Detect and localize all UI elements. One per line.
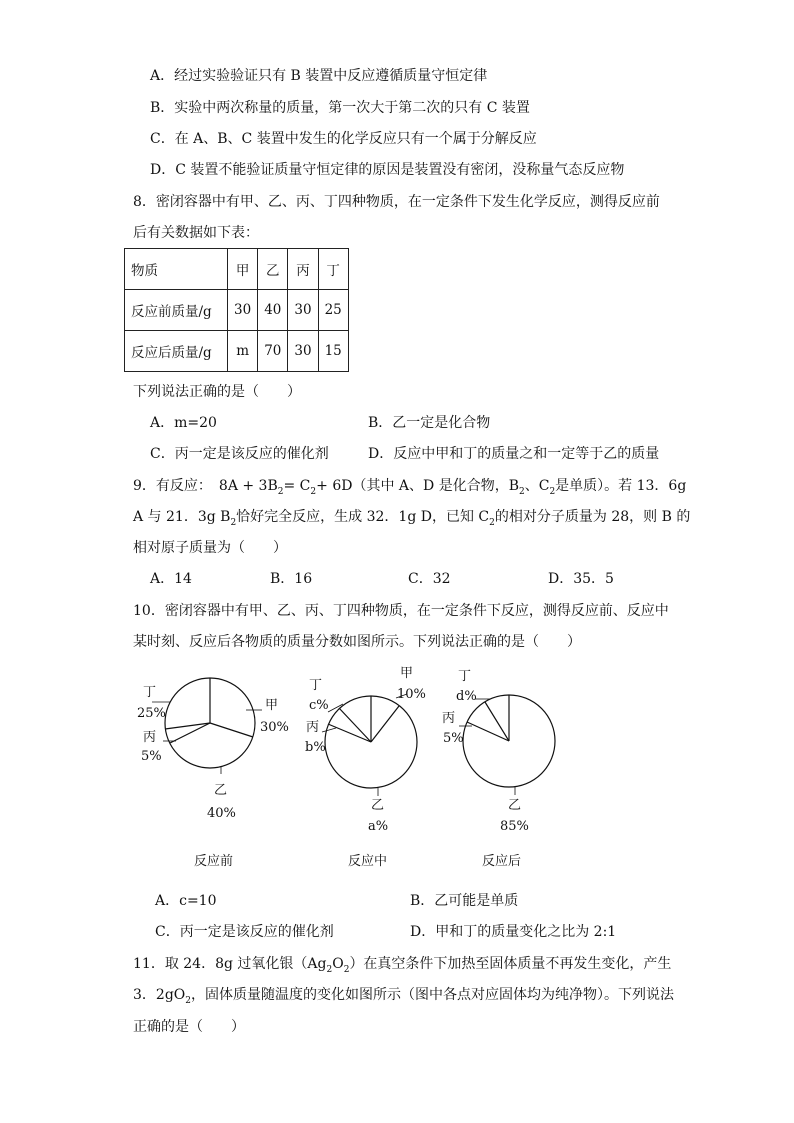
q9-stem-line1 [133, 476, 686, 502]
pie-caption: 反应后 [482, 854, 522, 869]
table-cell: 丙 [288, 249, 318, 290]
pie-label: 甲 [400, 666, 414, 681]
text-run: + 6D（其中 A、D 是化合物，B [316, 478, 519, 494]
table-row [125, 290, 349, 331]
q10-option-b: B．乙可能是单质 [410, 893, 519, 909]
text-run: ，固体质量随温度的变化如图所示（图中各点对应固体均为纯净物）。下列说法 [191, 987, 674, 1003]
pie-label: 40% [207, 806, 236, 821]
pie-label: c% [309, 698, 329, 713]
table-cell: 甲 [228, 249, 258, 290]
q7-option-a: A．经过实验验证只有 B 装置中反应遵循质量守恒定律 [150, 68, 488, 84]
pie-label: a% [368, 819, 389, 834]
q8-option-c: C．丙一定是该反应的催化剂 [150, 446, 329, 462]
q8-stem-line1: 8．密闭容器中有甲、乙、丙、丁四种物质，在一定条件下发生化学反应，测得反应前 [133, 194, 660, 210]
table-cell: 30 [228, 290, 258, 331]
q8-option-b: B．乙一定是化合物 [368, 415, 491, 431]
subscript: 2 [489, 517, 495, 528]
q9-stem-line3: 相对原子质量为（ ） [133, 540, 287, 556]
q10-option-a: A．c=10 [155, 893, 217, 909]
subscript: 2 [230, 517, 237, 528]
table-cell: 乙 [258, 249, 288, 290]
pie-slice-divider [339, 708, 371, 742]
text-run: 的相对分子质量为 28，则 B 的 [494, 509, 691, 525]
subscript: 2 [277, 486, 284, 497]
q10-pie-figures [0, 656, 794, 896]
pie-label: b% [305, 740, 326, 755]
pie-label: 丁 [309, 678, 323, 693]
text-run: ）在真空条件下加热至固体质量不再发生变化，产生 [349, 956, 672, 972]
q10-stem-line2: 某时刻、反应后各物质的质量分数如图所示。下列说法正确的是（ ） [133, 634, 581, 650]
q7-option-d: D．C 装置不能验证质量守恒定律的原因是装置没有密闭，没称量气态反应物 [150, 162, 625, 178]
q11-stem-line3: 正确的是（ ） [133, 1019, 245, 1035]
pie-caption: 反应中 [348, 854, 388, 869]
pie-during [305, 666, 426, 869]
table-cell: 30 [288, 331, 318, 372]
pie-label: 丙 [306, 720, 320, 735]
pie-label: 丙 [143, 730, 157, 745]
subscript: 2 [326, 964, 333, 975]
pie-label: 丁 [458, 669, 472, 684]
table-cell: 物质 [125, 249, 228, 290]
pie-label: 丙 [442, 711, 456, 726]
q11-stem-line2 [133, 985, 674, 1011]
pie-label: 乙 [508, 798, 522, 813]
q10-option-c: C．丙一定是该反应的催化剂 [155, 924, 334, 940]
text-run: 9．有反应： 8A + 3B [133, 478, 278, 494]
q10-option-d: D．甲和丁的质量变化之比为 2:1 [410, 924, 617, 940]
pie-before [137, 678, 289, 869]
table-header-row [125, 249, 349, 290]
pie-label: 10% [397, 687, 426, 702]
q9-stem-line2 [133, 507, 690, 533]
table-cell: 丁 [318, 249, 348, 290]
q8-data-table [124, 248, 349, 372]
table-cell: m [228, 331, 258, 372]
subscript: 2 [549, 486, 556, 497]
leader-line [322, 728, 336, 732]
pie-caption: 反应前 [194, 854, 234, 869]
subscript: 2 [518, 486, 525, 497]
text-run: 恰好完全反应，生成 32．1g D，已知 C [236, 509, 490, 525]
q11-stem-line1 [133, 954, 671, 980]
text-run: = C [283, 478, 311, 494]
q7-option-b: B．实验中两次称量的质量，第一次大于第二次的只有 C 装置 [150, 100, 530, 116]
q8-prompt: 下列说法正确的是（ ） [133, 384, 301, 400]
text-run: O [332, 956, 344, 972]
pie-slice-divider [210, 723, 253, 737]
text-run: 3．2gO [133, 987, 186, 1003]
pie-label: 25% [137, 706, 166, 721]
q7-option-c: C．在 A、B、C 装置中发生的化学反应只有一个属于分解反应 [150, 131, 537, 147]
table-cell: 15 [318, 331, 348, 372]
table-cell: 25 [318, 290, 348, 331]
table-cell: 70 [258, 331, 288, 372]
pie-slice-divider [371, 706, 399, 742]
table-cell: 反应前质量/g [125, 290, 228, 331]
subscript: 2 [343, 964, 350, 975]
pie-after [442, 669, 555, 869]
q9-option-a: A．14 [150, 571, 192, 587]
text-run: 、C [524, 478, 550, 494]
text-run: 是单质）。若 13．6g [555, 478, 687, 494]
pie-slice-divider [328, 724, 371, 742]
table-row [125, 331, 349, 372]
table-cell: 40 [258, 290, 288, 331]
table-cell: 30 [288, 290, 318, 331]
subscript: 2 [185, 995, 191, 1006]
pie-label: 乙 [214, 783, 228, 798]
pie-label: 甲 [265, 698, 279, 713]
pie-label: d% [456, 689, 477, 704]
pie-label: 丁 [143, 685, 157, 700]
pie-label: 5% [443, 731, 464, 746]
subscript: 2 [310, 486, 317, 497]
text-run: 11．取 24．8g 过氧化银（Ag [133, 956, 327, 972]
text-run: A 与 21．3g B [133, 509, 231, 525]
q8-option-d: D．反应中甲和丁的质量之和一定等于乙的质量 [368, 446, 660, 462]
q9-option-b: B．16 [270, 571, 313, 587]
pie-label: 85% [500, 819, 529, 834]
q8-stem-line2: 后有关数据如下表： [133, 225, 259, 241]
table-cell: 反应后质量/g [125, 331, 228, 372]
pie-label: 30% [260, 720, 289, 735]
pie-label: 乙 [371, 798, 385, 813]
q9-option-c: C．32 [408, 571, 451, 587]
pie-label: 5% [141, 749, 162, 764]
q10-stem-line1: 10．密闭容器中有甲、乙、丙、丁四种物质，在一定条件下反应，测得反应前、反应中 [133, 603, 669, 619]
q9-option-d: D．35．5 [548, 571, 614, 587]
q8-option-a: A．m=20 [150, 415, 217, 431]
